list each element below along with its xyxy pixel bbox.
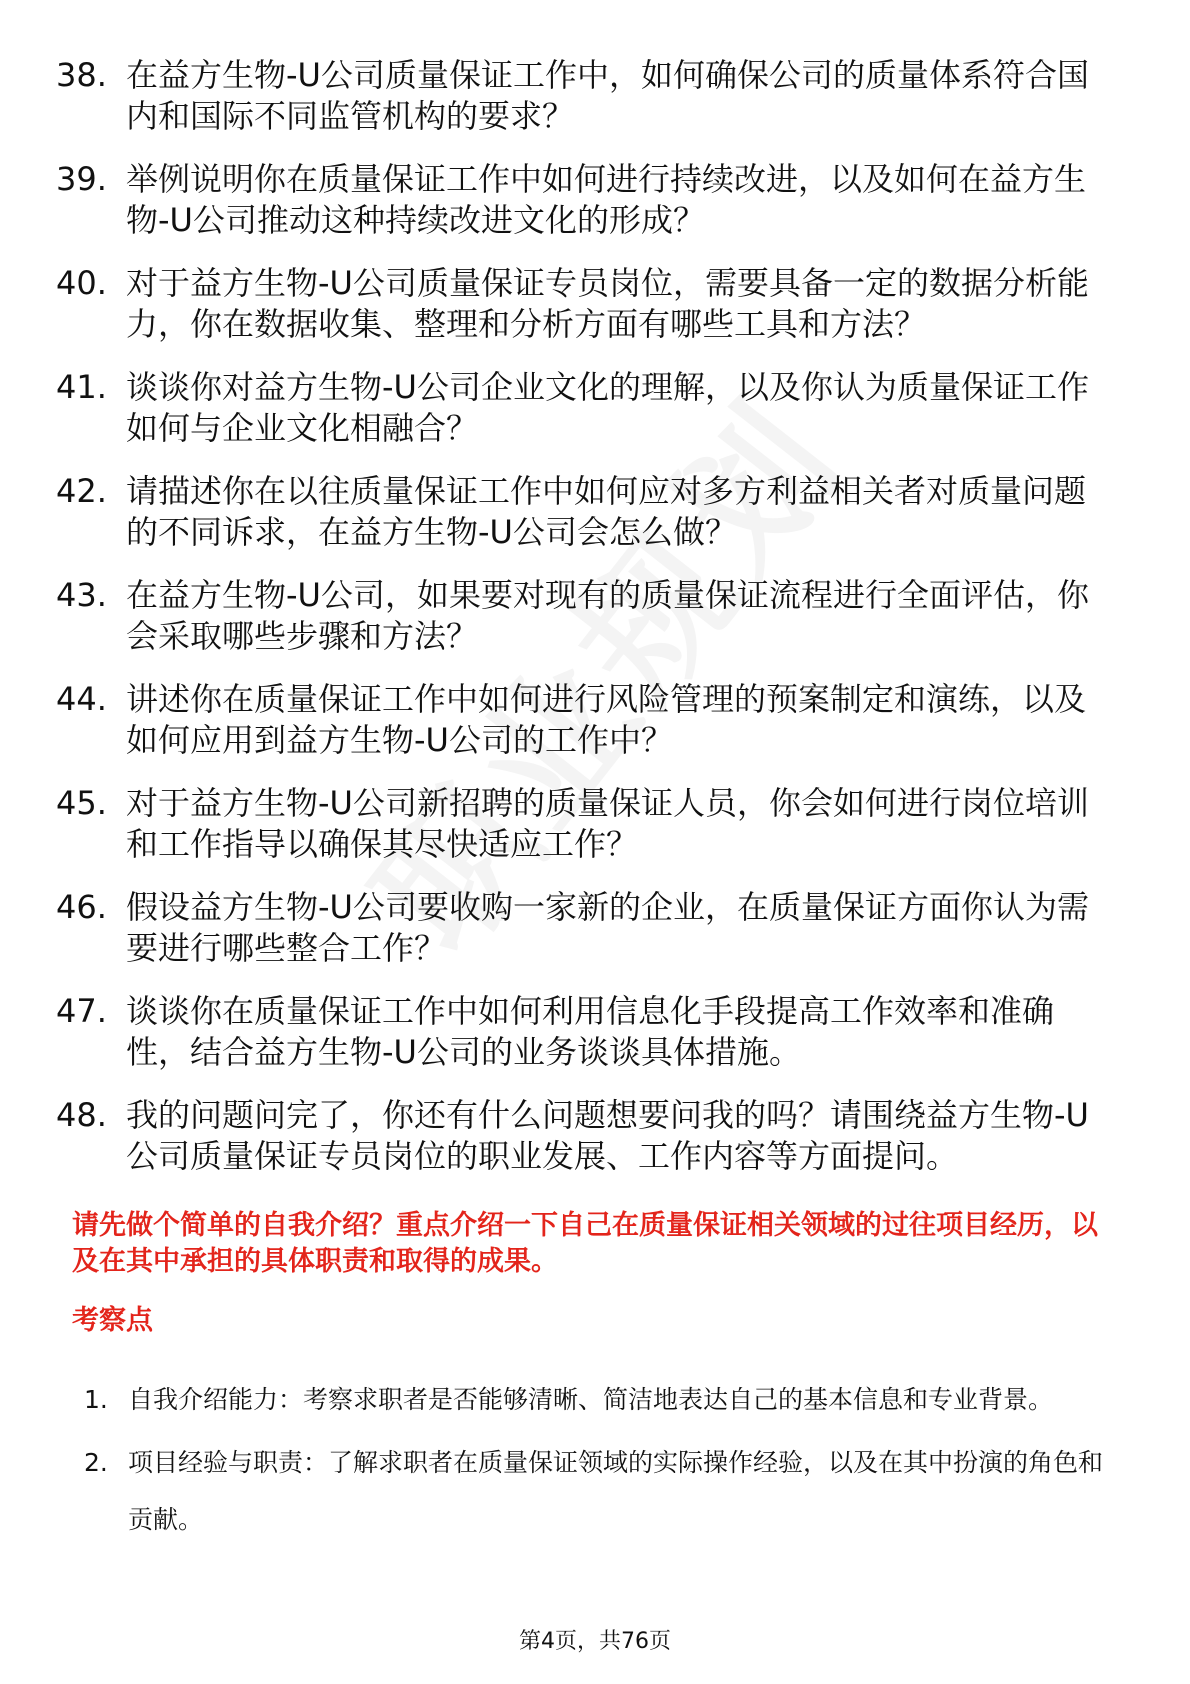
question-number: 47. xyxy=(56,992,107,1030)
question-number: 42. xyxy=(56,472,107,510)
question-item xyxy=(56,55,1116,137)
page-footer: 第4页，共76页 xyxy=(519,1629,671,1654)
assessment-points-list xyxy=(84,1371,1119,1554)
question-item xyxy=(56,887,1116,969)
question-number: 45. xyxy=(56,784,107,822)
question-number: 41. xyxy=(56,368,107,406)
question-number: 46. xyxy=(56,888,107,926)
assessment-point xyxy=(84,1371,1119,1428)
question-item xyxy=(56,367,1116,449)
question-text: 讲述你在质量保证工作中如何进行风险管理的预案制定和演练，以及如何应用到益方生物-U公司的工作中？ xyxy=(126,680,1087,759)
question-text: 谈谈你对益方生物-U公司企业文化的理解，以及你认为质量保证工作如何与企业文化相融合？ xyxy=(126,368,1089,447)
question-number: 43. xyxy=(56,576,107,614)
section-title: 考察点 xyxy=(72,1305,153,1336)
question-text: 举例说明你在质量保证工作中如何进行持续改进，以及如何在益方生物-U公司推动这种持续改进文化的形成？ xyxy=(126,160,1087,239)
point-number: 2. xyxy=(84,1448,108,1477)
question-item xyxy=(56,1095,1116,1177)
question-text: 请描述你在以往质量保证工作中如何应对多方利益相关者对质量问题的不同诉求，在益方生物-U公司会怎么做？ xyxy=(126,472,1087,551)
question-text: 在益方生物-U公司质量保证工作中，如何确保公司的质量体系符合国内和国际不同监管机构的要求？ xyxy=(126,56,1089,135)
question-text: 在益方生物-U公司，如果要对现有的质量保证流程进行全面评估，你会采取哪些步骤和方法？ xyxy=(126,576,1089,655)
point-number: 1. xyxy=(84,1385,108,1414)
question-number: 38. xyxy=(56,56,107,94)
question-number: 40. xyxy=(56,264,107,302)
question-number: 39. xyxy=(56,160,107,198)
point-text: 自我介绍能力：考察求职者是否能够清晰、简洁地表达自己的基本信息和专业背景。 xyxy=(128,1385,1054,1414)
question-text: 我的问题问完了，你还有什么问题想要问我的吗？请围绕益方生物-U公司质量保证专员岗位的职业发展、工作内容等方面提问。 xyxy=(126,1096,1089,1175)
assessment-point xyxy=(84,1434,1119,1548)
question-item xyxy=(56,783,1116,865)
point-text: 项目经验与职责：了解求职者在质量保证领域的实际操作经验，以及在其中扮演的角色和贡献。 xyxy=(128,1448,1104,1534)
question-text: 对于益方生物-U公司质量保证专员岗位，需要具备一定的数据分析能力，你在数据收集、整理和分析方面有哪些工具和方法？ xyxy=(126,264,1089,343)
question-list xyxy=(56,55,1116,1199)
intro-question: 请先做个简单的自我介绍？重点介绍一下自己在质量保证相关领域的过往项目经历，以及在其中承担的具体职责和取得的成果。 xyxy=(72,1210,1098,1277)
question-text: 谈谈你在质量保证工作中如何利用信息化手段提高工作效率和准确性，结合益方生物-U公司的业务谈谈具体措施。 xyxy=(126,992,1055,1071)
question-item xyxy=(56,679,1116,761)
question-number: 44. xyxy=(56,680,107,718)
question-item xyxy=(56,263,1116,345)
question-text: 对于益方生物-U公司新招聘的质量保证人员，你会如何进行岗位培训和工作指导以确保其尽快适应工作？ xyxy=(126,784,1089,863)
question-item xyxy=(56,575,1116,657)
question-text: 假设益方生物-U公司要收购一家新的企业，在质量保证方面你认为需要进行哪些整合工作？ xyxy=(126,888,1089,967)
question-number: 48. xyxy=(56,1096,107,1134)
question-item xyxy=(56,471,1116,553)
question-item xyxy=(56,159,1116,241)
question-item xyxy=(56,991,1116,1073)
